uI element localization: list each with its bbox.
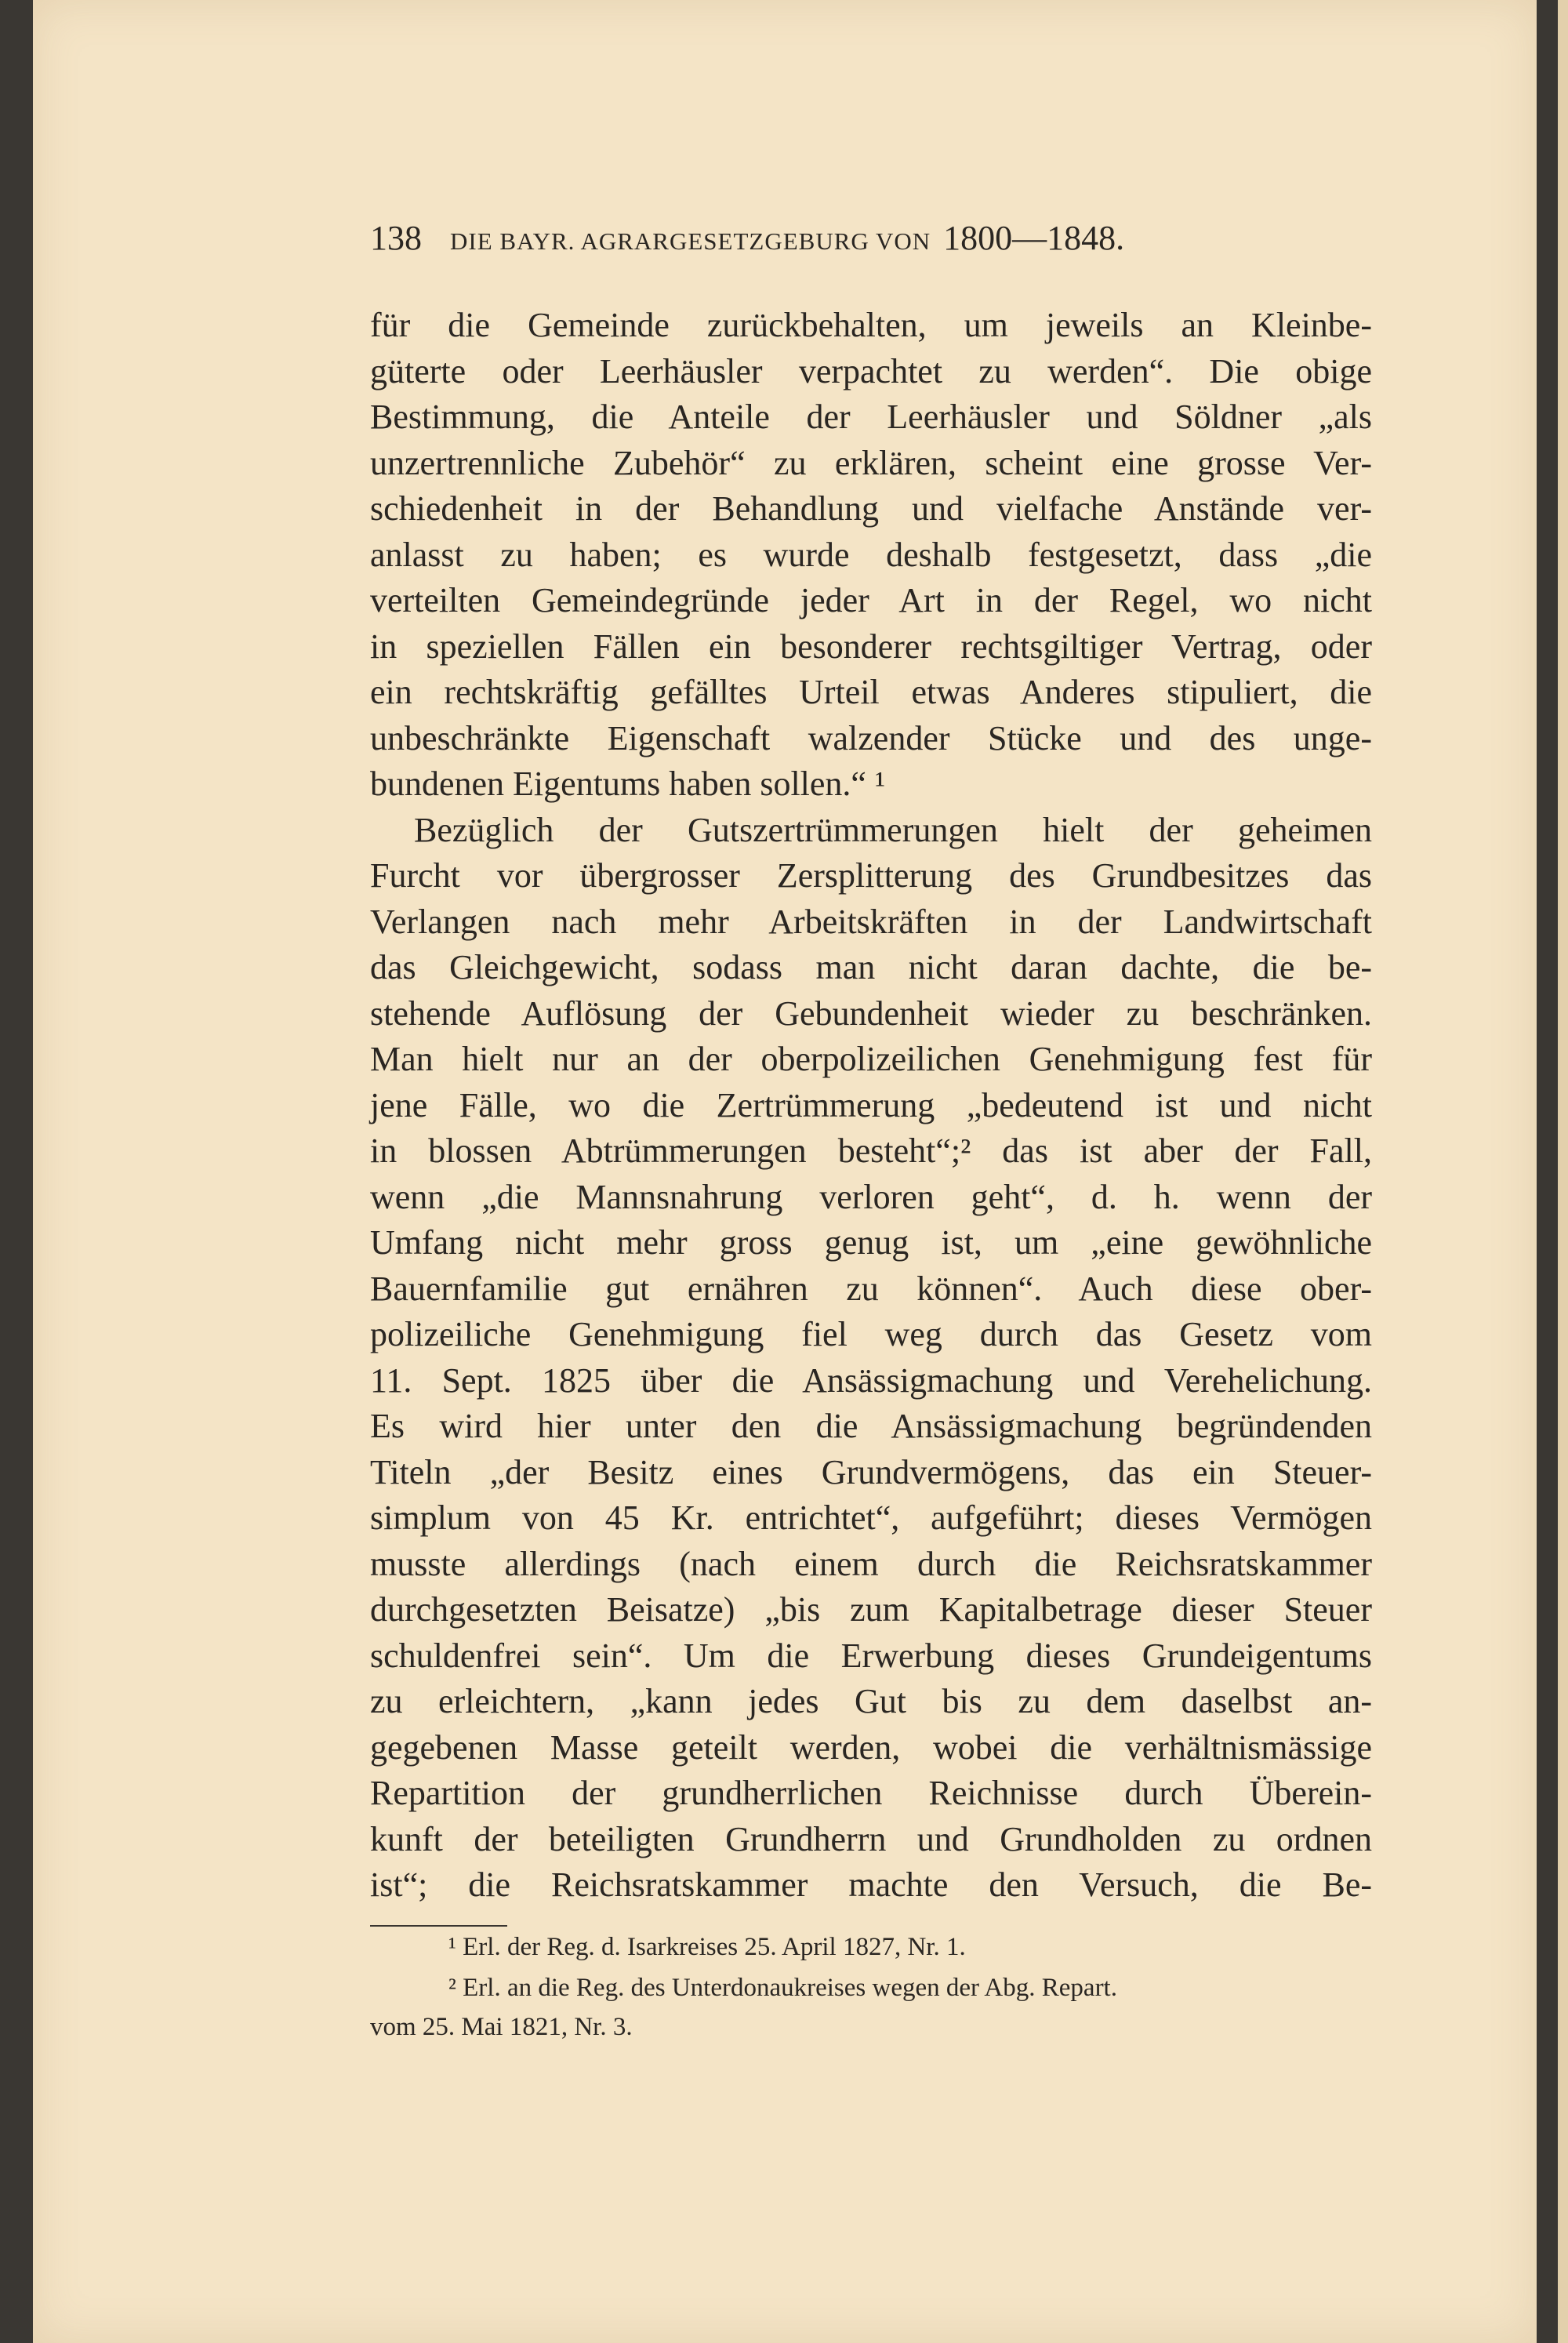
text-line: Man hielt nur an der oberpolizeilichen Genehmigung fest für xyxy=(370,1040,1372,1078)
text-line: für die Gemeinde zurückbehalten, um jeweils an Kleinbe- xyxy=(370,306,1372,344)
text-line: Es wird hier unter den die Ansässigmachung begründenden xyxy=(370,1407,1372,1445)
text-line: schuldenfrei sein“. Um die Erwerbung dieses Grundeigentums xyxy=(370,1636,1372,1675)
text-line: musste allerdings (nach einem durch die Reichsratskammer xyxy=(370,1544,1372,1583)
running-title: DIE BAYR. AGRARGESETZGEBURG VON xyxy=(450,227,931,255)
text-line: kunft der beteiligten Grundherrn und Grundholden zu ordnen xyxy=(370,1819,1372,1858)
text-line: Bezüglich der Gutszertrümmerungen hielt der geheimen xyxy=(414,810,1372,849)
text-line: in speziellen Fällen ein besonderer rechtsgiltiger Vertrag, oder xyxy=(370,627,1372,666)
text-line: das Gleichgewicht, sodass man nicht daran dachte, die be- xyxy=(370,948,1372,986)
text-line: bundenen Eigentums haben sollen.“ ¹ xyxy=(370,765,886,803)
text-line: stehende Auflösung der Gebundenheit wieder zu beschränken. xyxy=(370,994,1372,1033)
text-line: verteilten Gemeindegründe jeder Art in der Regel, wo nicht xyxy=(370,581,1372,619)
text-line: anlasst zu haben; es wurde deshalb festgesetzt, dass „die xyxy=(370,535,1372,574)
page-edge xyxy=(1558,0,1568,2343)
text-line: zu erleichtern, „kann jedes Gut bis zu dem daselbst an- xyxy=(370,1682,1372,1720)
page-number: 138 xyxy=(370,219,422,257)
text-line: unbeschränkte Eigenschaft walzender Stücke und des unge- xyxy=(370,718,1372,757)
text-line: Furcht vor übergrosser Zersplitterung des Grundbesitzes das xyxy=(370,856,1372,895)
text-line: Titeln „der Besitz eines Grundvermögens, das ein Steuer- xyxy=(370,1452,1372,1491)
text-line: 11. Sept. 1825 über die Ansässigmachung und Verehelichung. xyxy=(370,1360,1372,1400)
text-line: unzertrennliche Zubehör“ zu erklären, scheint eine grosse Ver- xyxy=(370,443,1372,482)
text-line: Repartition der grundherrlichen Reichnisse durch Überein- xyxy=(370,1774,1372,1812)
text-line: in blossen Abtrümmerungen besteht“;² das ist aber der Fall, xyxy=(370,1132,1372,1170)
footnote-1: ¹ Erl. der Reg. d. Isarkreises 25. April 1827, Nr. 1. xyxy=(448,1933,966,1961)
text-line: schiedenheit in der Behandlung und vielfache Anstände ver- xyxy=(370,489,1372,528)
text-line: Bestimmung, die Anteile der Leerhäusler und Söldner „als xyxy=(370,398,1372,436)
footnote-2: ² Erl. an die Reg. des Unterdonaukreises wegen der Abg. Repart. xyxy=(448,1974,1117,2002)
text-line: Umfang nicht mehr gross genug ist, um „eine gewöhnliche xyxy=(370,1223,1372,1262)
text-line: durchgesetzten Beisatze) „bis zum Kapitalbetrage dieser Steuer xyxy=(370,1590,1372,1629)
running-title-years: 1800—1848. xyxy=(943,219,1125,257)
text-line: simplum von 45 Kr. entrichtet“, aufgeführt; dieses Vermögen xyxy=(370,1498,1372,1537)
text-line: gegebenen Masse geteilt werden, wobei die verhältnismässige xyxy=(370,1727,1372,1767)
text-line: polizeiliche Genehmigung fiel weg durch das Gesetz vom xyxy=(370,1315,1372,1353)
footnote-rule xyxy=(370,1925,507,1927)
text-line: güterte oder Leerhäusler verpachtet zu werden“. Die obige xyxy=(370,351,1372,390)
text-line: jene Fälle, wo die Zertrümmerung „bedeutend ist und nicht xyxy=(370,1085,1372,1124)
text-line: ist“; die Reichsratskammer machte den Versuch, die Be- xyxy=(370,1865,1372,1904)
text-line: wenn „die Mannsnahrung verloren geht“, d. h. wenn der xyxy=(370,1177,1372,1216)
text-line: ein rechtskräftig gefälltes Urteil etwas Anderes stipuliert, die xyxy=(370,673,1372,711)
text-line: Verlangen nach mehr Arbeitskräften in der Landwirtschaft xyxy=(370,902,1372,941)
body-text xyxy=(370,303,1372,1909)
footnote-2-continued: vom 25. Mai 1821, Nr. 3. xyxy=(370,2013,633,2041)
running-header xyxy=(370,218,1374,258)
text-line: Bauernfamilie gut ernähren zu können“. Auch diese ober- xyxy=(370,1269,1372,1308)
